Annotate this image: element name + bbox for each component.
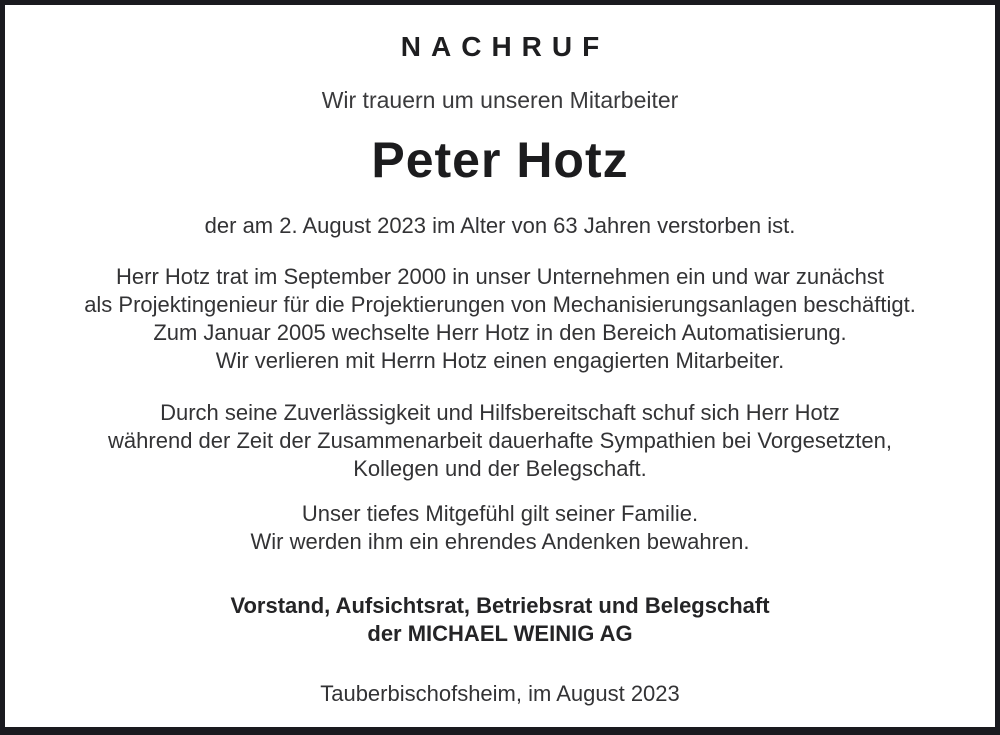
paragraph-character (5, 399, 995, 483)
deceased-name: Peter Hotz (371, 132, 629, 188)
paragraph-line: Herr Hotz trat im September 2000 in unser Unternehmen ein und war zunächst (116, 264, 884, 289)
mourning-intro-line: Wir trauern um unseren Mitarbeiter (321, 87, 679, 113)
paragraph-line: Kollegen und der Belegschaft. (353, 456, 647, 481)
paragraph-line: Unser tiefes Mitgefühl gilt seiner Familie. (301, 501, 699, 526)
paragraph-line: Durch seine Zuverlässigkeit und Hilfsbereitschaft schuf sich Herr Hotz (160, 400, 840, 425)
paragraph-line: Wir werden ihm ein ehrendes Andenken bewahren. (250, 529, 750, 554)
paragraph-line: Zum Januar 2005 wechselte Herr Hotz in den Bereich Automatisierung. (153, 320, 847, 345)
obituary-kicker: NACHRUF (400, 31, 610, 62)
paragraph-career (5, 263, 995, 375)
signature-line: der MICHAEL WEINIG AG (367, 621, 633, 646)
death-date-line: der am 2. August 2023 im Alter von 63 Jahren verstorben ist. (204, 213, 796, 238)
paragraph-line: Wir verlieren mit Herrn Hotz einen engagierten Mitarbeiter. (215, 348, 785, 373)
place-date-line: Tauberbischofsheim, im August 2023 (320, 681, 680, 706)
paragraph-line: als Projektingenieur für die Projektierungen von Mechanisierungsanlagen beschäftigt. (84, 292, 916, 317)
signature-block (5, 592, 995, 648)
paragraph-condolence (5, 500, 995, 556)
paragraph-line: während der Zeit der Zusammenarbeit dauerhafte Sympathien bei Vorgesetzten, (108, 428, 892, 453)
signature-line: Vorstand, Aufsichtsrat, Betriebsrat und Belegschaft (230, 593, 770, 618)
